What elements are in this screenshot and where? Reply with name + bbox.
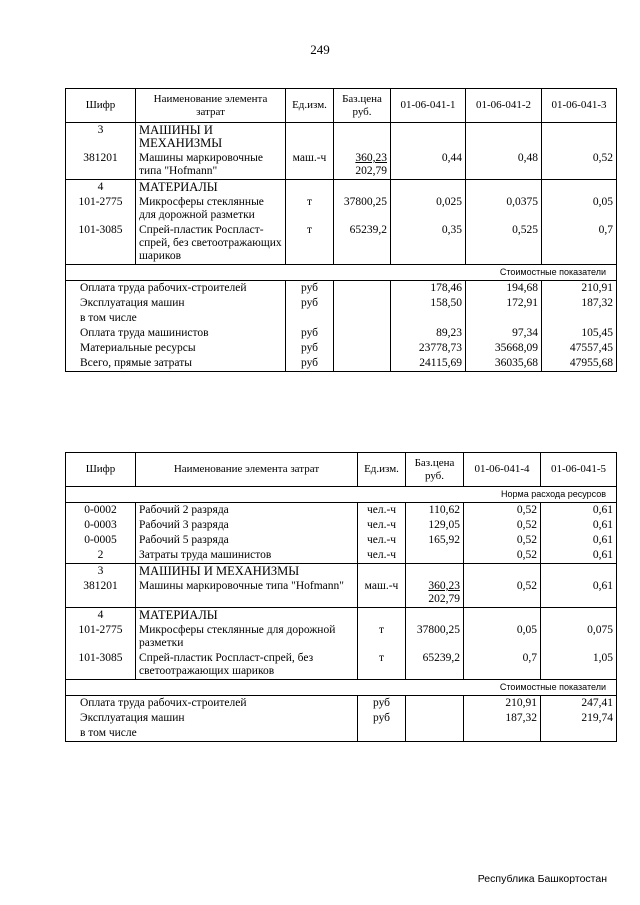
col-header-code: Шифр xyxy=(66,453,136,487)
table-row xyxy=(66,223,617,265)
table-row xyxy=(66,195,617,223)
table-row xyxy=(66,623,617,651)
col-header-unit: Ед.изм. xyxy=(358,453,406,487)
norm-value: 0,44 xyxy=(391,151,466,180)
cost-value: 210,91 xyxy=(542,281,617,297)
cost-section-label: Стоимостные показатели xyxy=(66,680,617,696)
resource-unit: чел.-ч xyxy=(358,518,406,533)
table-row xyxy=(66,548,617,564)
cost-name: Оплата труда машинистов xyxy=(66,326,286,341)
resource-unit xyxy=(286,180,334,196)
cost-name: Оплата труда рабочих-строителей xyxy=(66,281,286,297)
base-price xyxy=(334,180,391,196)
cost-value: 172,91 xyxy=(466,296,542,311)
resource-unit: чел.-ч xyxy=(358,548,406,564)
norm-value: 0,61 xyxy=(541,533,617,548)
resource-code: 0-0002 xyxy=(66,503,136,519)
resource-code: 2 xyxy=(66,548,136,564)
base-price xyxy=(406,623,464,651)
norm-value: 0,525 xyxy=(466,223,542,265)
norm-value: 0,48 xyxy=(466,151,542,180)
norm-value xyxy=(542,180,617,196)
col-header-name: Наименование элемента затрат xyxy=(136,89,286,123)
cost-unit: руб xyxy=(358,711,406,726)
cost-row xyxy=(66,311,617,326)
norm-value: 0,05 xyxy=(542,195,617,223)
cost-row xyxy=(66,281,617,297)
norm-value: 0,61 xyxy=(541,548,617,564)
cost-row xyxy=(66,326,617,341)
resource-name: Спрей-пластик Роспласт-спрей, без светоотражающих шариков xyxy=(136,223,286,265)
cost-value xyxy=(464,726,541,742)
base-price xyxy=(406,564,464,580)
cost-row xyxy=(66,356,617,372)
cost-empty xyxy=(406,726,464,742)
norm-value: 0,7 xyxy=(542,223,617,265)
base-price xyxy=(406,518,464,533)
cost-unit: руб xyxy=(358,696,406,712)
section-row xyxy=(66,564,617,580)
page-number: 249 xyxy=(310,42,330,57)
resource-unit xyxy=(286,123,334,152)
col-header-price: Баз.цена руб. xyxy=(406,453,464,487)
cost-unit xyxy=(358,726,406,742)
norm-value: 0,61 xyxy=(541,579,617,608)
cost-unit: руб xyxy=(286,326,334,341)
norm-value: 0,075 xyxy=(541,623,617,651)
table-row xyxy=(66,518,617,533)
norm-value xyxy=(466,180,542,196)
cost-empty xyxy=(406,696,464,712)
cost-empty xyxy=(334,296,391,311)
cost-value: 194,68 xyxy=(466,281,542,297)
resource-name: Микросферы стеклянные для дорожной разметки xyxy=(136,195,286,223)
norm-value: 0,0375 xyxy=(466,195,542,223)
cost-value: 187,32 xyxy=(464,711,541,726)
cost-value: 247,41 xyxy=(541,696,617,712)
col-header-code-5: 01-06-041-5 xyxy=(541,453,617,487)
base-price-value: 360,23 xyxy=(355,152,387,164)
resource-unit xyxy=(358,564,406,580)
resource-code: 4 xyxy=(66,608,136,624)
table-row xyxy=(66,151,617,180)
cost-name: в том числе xyxy=(66,311,286,326)
resource-unit: т xyxy=(358,623,406,651)
norm-value: 0,35 xyxy=(391,223,466,265)
resource-unit: чел.-ч xyxy=(358,533,406,548)
col-header-unit: Ед.изм. xyxy=(286,89,334,123)
norm-value: 0,61 xyxy=(541,503,617,519)
resource-unit: маш.-ч xyxy=(358,579,406,608)
cost-empty xyxy=(334,341,391,356)
section-row xyxy=(66,608,617,624)
cost-value xyxy=(391,311,466,326)
cost-row xyxy=(66,726,617,742)
resource-name: Рабочий 2 разряда xyxy=(136,503,358,519)
cost-unit xyxy=(286,311,334,326)
base-price-value: 165,92 xyxy=(428,534,460,546)
base-price-value: 65239,2 xyxy=(422,652,460,664)
section-row xyxy=(66,180,617,196)
cost-value: 187,32 xyxy=(542,296,617,311)
norm-value: 0,7 xyxy=(464,651,541,680)
col-header-code: Шифр xyxy=(66,89,136,123)
cost-value: 47557,45 xyxy=(542,341,617,356)
base-price-secondary: 202,79 xyxy=(355,165,387,177)
table-row xyxy=(66,579,617,608)
norm-value xyxy=(541,608,617,624)
cost-empty xyxy=(406,711,464,726)
cost-value: 35668,09 xyxy=(466,341,542,356)
cost-unit: руб xyxy=(286,341,334,356)
cost-section-label-row xyxy=(66,265,617,281)
cost-section-label-row xyxy=(66,680,617,696)
norm-value: 0,52 xyxy=(464,579,541,608)
cost-name: Эксплуатация машин xyxy=(66,296,286,311)
cost-name: Всего, прямые затраты xyxy=(66,356,286,372)
base-price-value: 65239,2 xyxy=(349,224,387,236)
cost-empty xyxy=(334,311,391,326)
base-price-value: 129,05 xyxy=(428,519,460,531)
cost-value: 89,23 xyxy=(391,326,466,341)
cost-unit: руб xyxy=(286,356,334,372)
base-price xyxy=(406,533,464,548)
base-price-value: 110,62 xyxy=(428,504,460,516)
norm-label: Норма расхода ресурсов xyxy=(66,487,617,503)
cost-row xyxy=(66,711,617,726)
resource-table-1 xyxy=(65,88,617,372)
cost-value: 219,74 xyxy=(541,711,617,726)
resource-code: 101-3085 xyxy=(66,651,136,680)
base-price-value: 360,23 xyxy=(428,580,460,592)
table-row xyxy=(66,503,617,519)
resource-name: МАТЕРИАЛЫ xyxy=(136,180,286,196)
resource-unit: маш.-ч xyxy=(286,151,334,180)
norm-value: 0,52 xyxy=(464,548,541,564)
cost-value xyxy=(542,311,617,326)
base-price xyxy=(334,151,391,180)
base-price xyxy=(406,548,464,564)
base-price xyxy=(406,579,464,608)
norm-value: 0,52 xyxy=(542,151,617,180)
cost-unit: руб xyxy=(286,281,334,297)
base-price xyxy=(406,503,464,519)
cost-row xyxy=(66,696,617,712)
resource-name: Затраты труда машинистов xyxy=(136,548,358,564)
cost-section-label: Стоимостные показатели xyxy=(66,265,617,281)
resource-name: Машины маркировочные типа "Hofmann" xyxy=(136,579,358,608)
norm-label-row xyxy=(66,487,617,503)
resource-code: 0-0005 xyxy=(66,533,136,548)
resource-name: Спрей-пластик Роспласт-спрей, без светоотражающих шариков xyxy=(136,651,358,680)
cost-value: 24115,69 xyxy=(391,356,466,372)
norm-value xyxy=(466,123,542,152)
section-row xyxy=(66,123,617,152)
cost-value: 47955,68 xyxy=(542,356,617,372)
norm-value: 0,52 xyxy=(464,503,541,519)
cost-name: Материальные ресурсы xyxy=(66,341,286,356)
resource-table-2 xyxy=(65,452,617,742)
norm-value xyxy=(391,123,466,152)
resource-code: 381201 xyxy=(66,151,136,180)
cost-value xyxy=(541,726,617,742)
norm-value xyxy=(464,564,541,580)
norm-value: 0,52 xyxy=(464,518,541,533)
resource-code: 3 xyxy=(66,123,136,152)
norm-value: 0,52 xyxy=(464,533,541,548)
resource-name: МАШИНЫ И МЕХАНИЗМЫ xyxy=(136,564,358,580)
resource-code: 4 xyxy=(66,180,136,196)
table-row xyxy=(66,651,617,680)
cost-value: 105,45 xyxy=(542,326,617,341)
col-header-code-1: 01-06-041-1 xyxy=(391,89,466,123)
norm-value: 0,05 xyxy=(464,623,541,651)
base-price-value: 37800,25 xyxy=(416,624,460,636)
cost-name: Оплата труда рабочих-строителей xyxy=(66,696,358,712)
resource-unit: т xyxy=(358,651,406,680)
norm-value xyxy=(541,564,617,580)
cost-name: в том числе xyxy=(66,726,358,742)
cost-value: 178,46 xyxy=(391,281,466,297)
col-header-code-2: 01-06-041-2 xyxy=(466,89,542,123)
resource-name: Рабочий 5 разряда xyxy=(136,533,358,548)
cost-value: 210,91 xyxy=(464,696,541,712)
norm-value xyxy=(464,608,541,624)
resource-name: МАШИНЫ И МЕХАНИЗМЫ xyxy=(136,123,286,152)
cost-empty xyxy=(334,281,391,297)
norm-value: 1,05 xyxy=(541,651,617,680)
resource-code: 101-3085 xyxy=(66,223,136,265)
cost-value: 23778,73 xyxy=(391,341,466,356)
resource-name: Рабочий 3 разряда xyxy=(136,518,358,533)
table-row xyxy=(66,533,617,548)
resource-name: МАТЕРИАЛЫ xyxy=(136,608,358,624)
base-price-secondary: 202,79 xyxy=(428,593,460,605)
resource-unit xyxy=(358,608,406,624)
col-header-code-3: 01-06-041-3 xyxy=(542,89,617,123)
base-price xyxy=(406,608,464,624)
base-price xyxy=(334,223,391,265)
norm-value: 0,025 xyxy=(391,195,466,223)
footer-region: Республика Башкортостан xyxy=(477,873,607,885)
resource-code: 381201 xyxy=(66,579,136,608)
cost-row xyxy=(66,341,617,356)
cost-unit: руб xyxy=(286,296,334,311)
cost-value: 158,50 xyxy=(391,296,466,311)
col-header-name: Наименование элемента затрат xyxy=(136,453,358,487)
resource-unit: т xyxy=(286,195,334,223)
base-price xyxy=(406,651,464,680)
cost-row xyxy=(66,296,617,311)
base-price xyxy=(334,123,391,152)
resource-code: 0-0003 xyxy=(66,518,136,533)
resource-code: 101-2775 xyxy=(66,195,136,223)
cost-name: Эксплуатация машин xyxy=(66,711,358,726)
base-price-value: 37800,25 xyxy=(343,196,387,208)
resource-unit: т xyxy=(286,223,334,265)
resource-unit: чел.-ч xyxy=(358,503,406,519)
col-header-code-4: 01-06-041-4 xyxy=(464,453,541,487)
resource-code: 3 xyxy=(66,564,136,580)
resource-name: Машины маркировочные типа "Hofmann" xyxy=(136,151,286,180)
norm-value: 0,61 xyxy=(541,518,617,533)
resource-name: Микросферы стеклянные для дорожной разметки xyxy=(136,623,358,651)
cost-empty xyxy=(334,326,391,341)
cost-empty xyxy=(334,356,391,372)
cost-value: 97,34 xyxy=(466,326,542,341)
cost-value: 36035,68 xyxy=(466,356,542,372)
col-header-price: Баз.цена руб. xyxy=(334,89,391,123)
resource-code: 101-2775 xyxy=(66,623,136,651)
cost-value xyxy=(466,311,542,326)
norm-value xyxy=(391,180,466,196)
base-price xyxy=(334,195,391,223)
norm-value xyxy=(542,123,617,152)
